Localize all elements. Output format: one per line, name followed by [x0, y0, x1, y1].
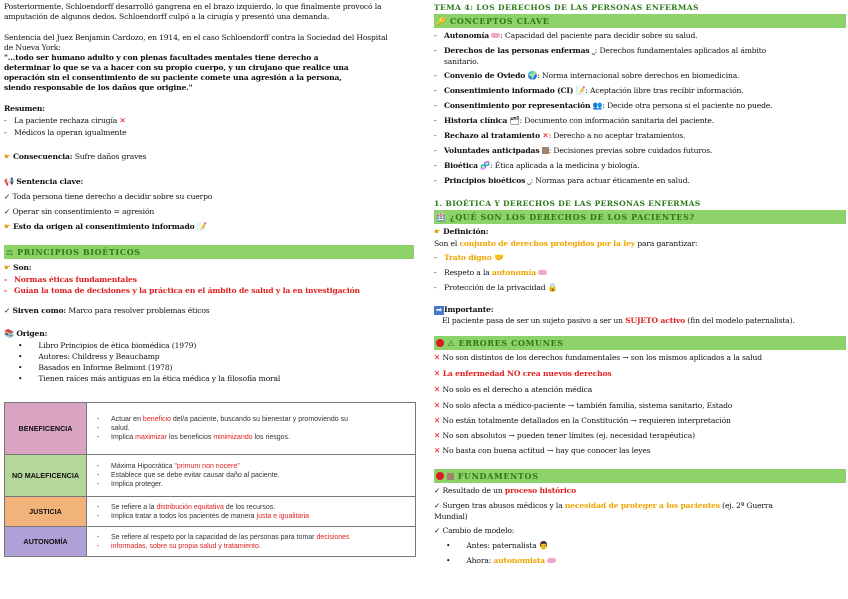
memo-icon: 📝 [575, 86, 586, 95]
error-item: ✕ No basta con buena actitud → hay que conocer las leyes [434, 446, 651, 455]
garantia-item: - Trato digno 🤝 [434, 253, 504, 262]
que-son-band: 🏥 ¿QUÉ SON LOS DERECHOS DE LOS PACIENTES? [434, 210, 846, 224]
consecuencia-line: ☛ Consecuencia: Sufre daños graves [4, 152, 147, 161]
quote-line-1: "…todo ser humano adulto y con plenas facultades mentales tiene derecho a [4, 53, 319, 62]
dna-icon: 🧬 [480, 161, 491, 170]
origen-item: • Basados en Informe Belmont (1978) [18, 363, 173, 372]
label-beneficencia: BENEFICENCIA [5, 403, 87, 455]
scales-icon: ⎵ [527, 176, 531, 185]
tema-title: TEMA 4: LOS DERECHOS DE LAS PERSONAS ENFERMAS [434, 3, 699, 12]
son-item: - Normas éticas fundamentales [4, 275, 137, 284]
table-row-justicia [5, 497, 416, 527]
pointing-hand-icon: ☛ [4, 152, 11, 161]
check-icon: ✓ [4, 192, 11, 201]
error-item: ✕ La enfermedad NO crea nuevos derechos [434, 369, 612, 378]
errores-band: ⚠ ERRORES COMUNES [434, 336, 846, 350]
beneficencia-line-3: - Implica maximizar los beneficios minimizando los riesgos. [93, 433, 411, 442]
warning-icon: ⚠ [447, 339, 456, 348]
cross-icon: ✕ [119, 116, 126, 125]
table-row-no-maleficencia [5, 455, 416, 497]
garantia-item: - Protección de la privacidad 🔒 [434, 283, 558, 292]
intro-line-2: amputación de algunos dedos. Schloendorff culpó a la cirugía y presentó una demanda. [4, 12, 330, 21]
origen-item: • Tienen raíces más antiguas en la ética médica y la filosofía moral [18, 374, 281, 383]
concepto-item: - Consentimiento informado (CI) 📝: Aceptación libre tras recibir información. [434, 86, 744, 95]
cross-icon: ✕ [434, 385, 441, 394]
error-item: ✕ No solo afecta a médico-paciente → también familia, sistema sanitario, Estado [434, 401, 733, 410]
importante-label: ➡ Importante: [434, 305, 493, 315]
lock-icon: 🔒 [547, 283, 558, 292]
justicia-line-1: - Se refiere a la distribución equitativa de los recursos. [93, 503, 411, 512]
no-maleficencia-line-1: - Máxima Hipocrática "primum non nocere" [93, 462, 411, 471]
pointing-hand-icon: ☛ [434, 227, 441, 236]
pill-icon [491, 33, 500, 38]
fundamentos-band: FUNDAMENTOS [434, 469, 846, 483]
fund-surgen: ✓ Surgen tras abusos médicos y la necesidad de proteger a los pacientes (ej. 2ª Guerra [434, 501, 773, 510]
resumen-title: Resumen: [4, 104, 45, 113]
check-icon: ✓ [4, 207, 11, 216]
red-circle-icon [436, 472, 444, 480]
check-icon: ✓ [434, 486, 441, 495]
concepto-item: - Principios bioéticos ⎵: Normas para actuar éticamente en salud. [434, 176, 690, 185]
sentencia-item: ✓ Toda persona tiene derecho a decidir sobre su cuerpo [4, 192, 213, 201]
beneficencia-line-2: - salud. [93, 424, 411, 433]
check-icon: ✓ [4, 306, 11, 315]
people-icon: 👥 [592, 101, 603, 110]
principios-table [4, 402, 416, 557]
concepto-item: - Autonomía : Capacidad del paciente para decidir sobre su salud. [434, 31, 698, 40]
concepto-item: - Voluntades anticipadas : Decisiones previas sobre cuidados futuros. [434, 146, 713, 155]
justicia-line-2: - Implica tratar a todos los pacientes de manera justa e igualitaria [93, 512, 411, 521]
section1-title: 1. BIOÉTICA Y DERECHOS DE LAS PERSONAS ENFERMAS [434, 199, 701, 208]
error-item: ✕ No están totalmente detallados en la Constitución → requieren interpretación [434, 416, 731, 425]
quote-line-2: determinar lo que se va a hacer con su propio cuerpo, y un cirujano que realice una [4, 63, 349, 72]
cross-icon: ✕ [434, 369, 441, 378]
cross-icon: ✕ [434, 416, 441, 425]
no-maleficencia-line-2: - Establece que se debe evitar causar daño al paciente. [93, 471, 411, 480]
fund-surgen-continuation: Mundial) [434, 512, 468, 521]
resumen-item: - Médicos la operan igualmente [4, 128, 127, 137]
quote-line-3: operación sin el consentimiento de su paciente comete una agresión a la persona, [4, 73, 342, 82]
intro-line-1: Posteriormente, Schloendorff desarrolló gangrena en el brazo izquierdo, lo que finalmente provocó la [4, 2, 382, 11]
garantia-item: - Respeto a la autonomía [434, 268, 547, 278]
sentencia-clave-title: 📢 Sentencia clave: [4, 177, 84, 186]
scroll-icon [542, 147, 549, 154]
origen-consentimiento-line: ☛ Esto da origen al consentimiento informado 📝 [4, 222, 207, 231]
handshake-icon: 🤝 [493, 253, 504, 262]
concepto-item: - Historia clínica 🗂: Documento con información sanitaria del paciente. [434, 116, 715, 125]
origen-label: 📚 Origen: [4, 329, 48, 338]
patient-icon: ⎵ [591, 46, 595, 55]
concepto-continuation: sanitario. [444, 57, 479, 66]
origen-item: • Autores: Childress y Beauchamp [18, 352, 160, 361]
memo-icon: 📝 [197, 222, 207, 231]
quote-line-4: siendo responsable de los daños que origine." [4, 83, 193, 92]
error-item: ✕ No son absolutos → pueden tener límites (ej. necesidad terapéutica) [434, 431, 695, 440]
fund-ahora: • Ahora: autonomista [446, 556, 556, 566]
autonomia-line-1: - Se refiere al respeto por la capacidad de las personas para tomar decisiones [93, 533, 411, 542]
doctor-icon: 👨 [538, 541, 549, 550]
label-justicia: JUSTICIA [5, 497, 87, 527]
table-row-autonomia [5, 527, 416, 557]
books-icon: 📚 [4, 329, 14, 338]
concepto-item: - Consentimiento por representación 👥: Decide otra persona si el paciente no puede. [434, 101, 773, 110]
definicion-label: ☛ Definición: [434, 227, 489, 236]
red-circle-icon [436, 339, 444, 347]
importante-text: El paciente pasa de ser un sujeto pasivo a ser un SUJETO activo (fin del modelo paternalista). [442, 316, 795, 325]
concepto-item: - Bioética 🧬: Ética aplicada a la medicina y biología. [434, 161, 640, 170]
hospital-icon: 🏥 [436, 213, 447, 222]
cross-icon: ✕ [542, 131, 549, 140]
key-icon: 🔑 [436, 17, 447, 26]
check-icon: ✓ [434, 501, 441, 510]
sirven-line: ✓ Sirven como: Marco para resolver problemas éticos [4, 306, 210, 315]
son-label: ☛ Son: [4, 263, 32, 272]
origen-item: • Libro Principios de ética biomédica (1979) [18, 341, 197, 350]
globe-icon: 🌍 [527, 71, 538, 80]
file-icon: 🗂 [509, 116, 520, 125]
fund-antes: • Antes: paternalista 👨 [446, 541, 549, 550]
label-no-maleficencia: NO MALEFICENCIA [5, 455, 87, 497]
error-item: ✕ No son distintos de los derechos fundamentales → son los mismos aplicados a la salud [434, 353, 762, 362]
fund-cambio: ✓ Cambio de modelo: [434, 526, 515, 535]
autonomia-line-2: - informadas, sobre su propia salud y tratamiento. [93, 542, 411, 551]
check-icon: ✓ [434, 526, 441, 535]
cross-icon: ✕ [434, 446, 441, 455]
son-item: - Guían la toma de decisiones y la práctica en el ámbito de salud y la en investigación [4, 286, 360, 295]
concepto-item: - Derechos de las personas enfermas ⎵: Derechos fundamentales aplicados al ámbito [434, 46, 767, 55]
definicion-text: Son el conjunto de derechos protegidos por la ley para garantizar: [434, 239, 698, 248]
beneficencia-line-1: - Actuar en beneficio del/a paciente, buscando su bienestar y promoviendo su [93, 415, 411, 424]
error-item: ✕ No solo es el derecho a atención médica [434, 385, 593, 394]
brain-icon [538, 270, 547, 275]
cross-icon: ✕ [434, 401, 441, 410]
concepto-item: - Convenio de Oviedo 🌍: Norma internacional sobre derechos en biomedicina. [434, 71, 740, 80]
label-autonomia: AUTONOMÍA [5, 527, 87, 557]
no-maleficencia-line-3: - Implica proteger. [93, 480, 411, 489]
concepto-item: - Rechazo al tratamiento ✕: Derecho a no aceptar tratamientos. [434, 131, 686, 140]
cross-icon: ✕ [434, 353, 441, 362]
brain-icon [547, 558, 556, 563]
arrow-right-icon: ➡ [434, 306, 444, 315]
conceptos-band: 🔑 CONCEPTOS CLAVE [434, 14, 846, 28]
cross-icon: ✕ [434, 431, 441, 440]
scales-icon: ⚖ [6, 248, 14, 257]
scroll-icon [447, 473, 454, 480]
sentence-line-1: Sentencia del Juez Benjamin Cardozo, en 1914, en el caso Schloendorff contra la Sociedad del Hospital [4, 33, 388, 42]
sentencia-item: ✓ Operar sin consentimiento = agresión [4, 207, 155, 216]
pointing-hand-icon: ☛ [4, 222, 11, 231]
megaphone-icon: 📢 [4, 177, 14, 186]
resumen-item: - La paciente rechaza cirugía ✕ [4, 116, 126, 125]
fund-resultado: ✓ Resultado de un proceso histórico [434, 486, 576, 495]
table-row-beneficencia [5, 403, 416, 455]
sentence-line-2: de Nueva York: [4, 43, 61, 52]
pointing-hand-icon: ☛ [4, 263, 11, 272]
principios-band: ⚖ PRINCIPIOS BIOÉTICOS [4, 245, 414, 259]
